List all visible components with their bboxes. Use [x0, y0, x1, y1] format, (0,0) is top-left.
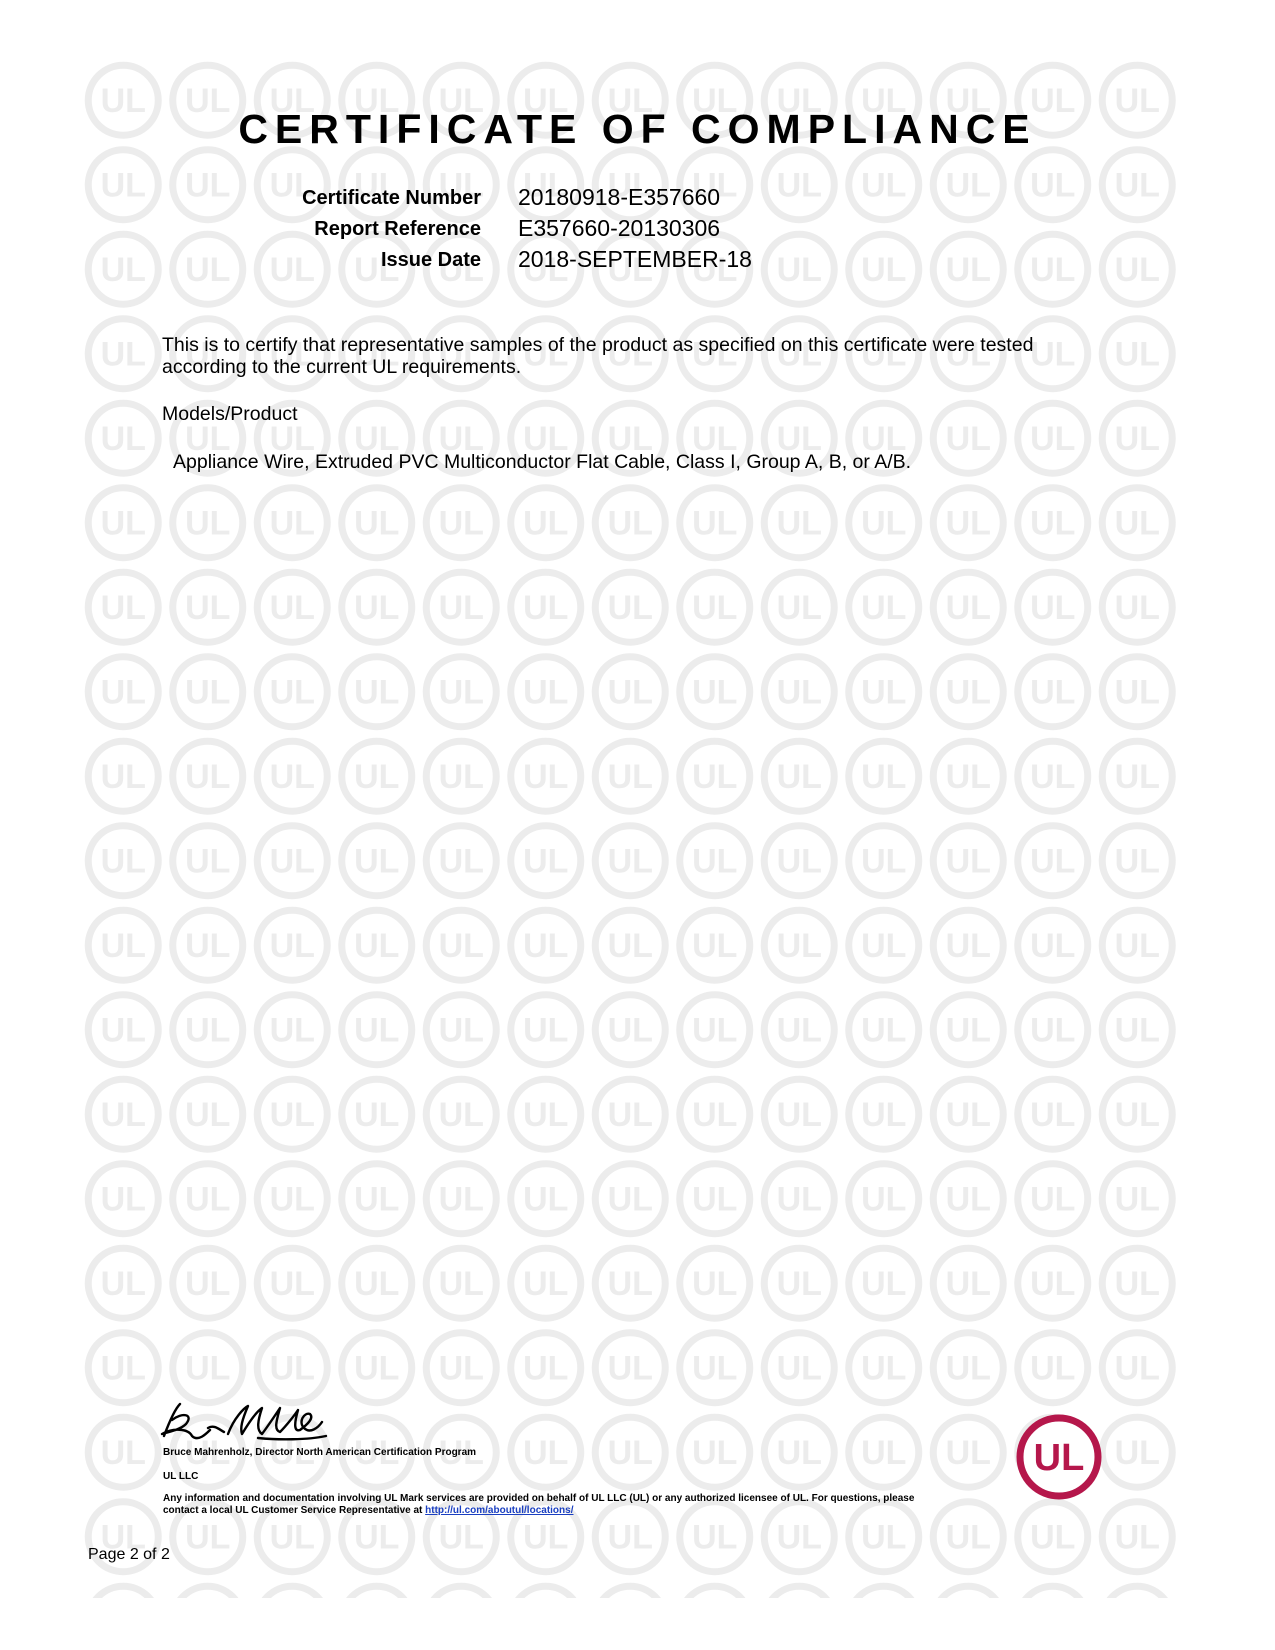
disclaimer-line-1: Any information and documentation involving UL Mark services are provided on behalf of UL LLC (UL) or any authorized licensee of UL. For questions, please	[163, 1493, 915, 1504]
ul-logo-text: UL	[1033, 1437, 1085, 1479]
disclaimer-line-2-text: contact a local UL Customer Service Representative at	[163, 1505, 423, 1516]
signature-image	[158, 1398, 328, 1444]
product-description: Appliance Wire, Extruded PVC Multiconductor Flat Cable, Class I, Group A, B, or A/B.	[173, 451, 912, 473]
certify-statement: This is to certify that representative samples of the product as specified on this certificate were tested according to the current UL requirements.	[162, 334, 1034, 378]
page-title: CERTIFICATE OF COMPLIANCE	[238, 106, 1037, 152]
ul-logo	[1014, 1412, 1104, 1502]
page-number: Page 2 of 2	[88, 1546, 170, 1563]
models-heading: Models/Product	[162, 403, 298, 425]
company-name: UL LLC	[163, 1471, 199, 1482]
signatory-line: Bruce Mahrenholz, Director North American Certification Program	[163, 1447, 477, 1458]
report-reference-label: Report Reference	[314, 218, 481, 240]
locations-link[interactable]: http://ul.com/aboutul/locations/	[425, 1505, 574, 1516]
issue-date-label: Issue Date	[380, 249, 481, 271]
issue-date-value: 2018-SEPTEMBER-18	[518, 246, 752, 272]
certificate-number-value: 20180918-E357660	[518, 184, 721, 210]
certificate-number-label: Certificate Number	[302, 187, 481, 209]
report-reference-value: E357660-20130306	[518, 215, 721, 241]
disclaimer-line-2	[163, 1505, 573, 1517]
